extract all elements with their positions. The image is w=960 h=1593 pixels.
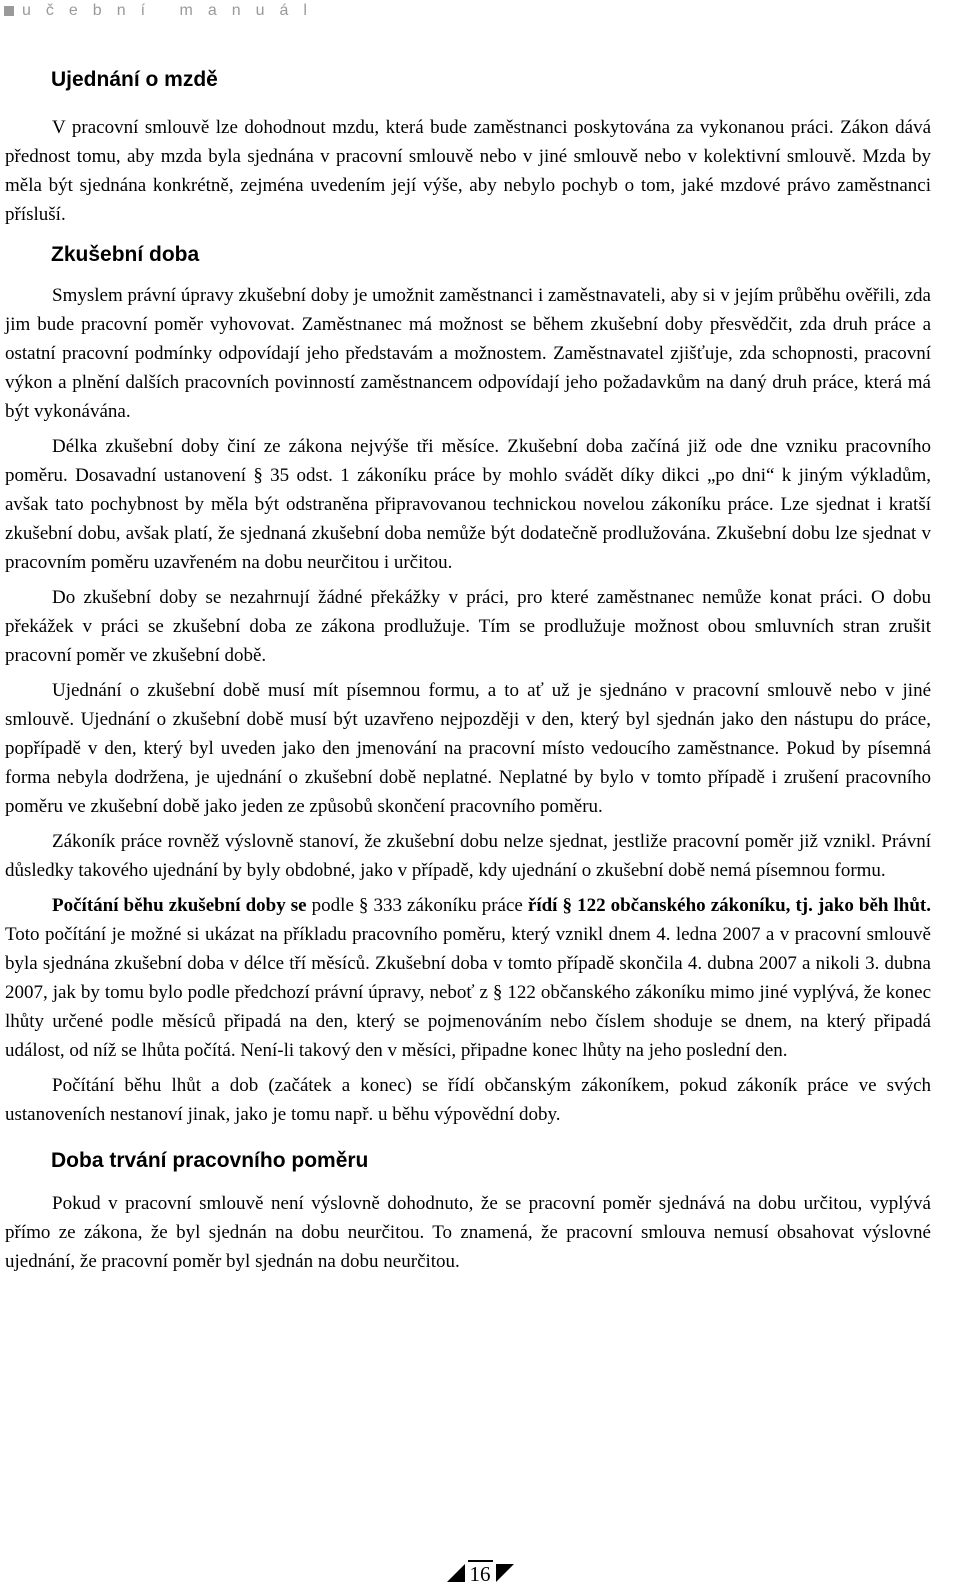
paragraph-probation-1: Smyslem právní úpravy zkušební doby je umožnit zaměstnanci i zaměstnavateli, aby si v jejím průběhu ověřili, zda jim bude pracovní poměr vyhovovat. Zaměstnanec má možnost se během zkušební doby přesvědčit, zda druh práce a ostatní pracovní podmínky odpovídají jeho představám a možnostem. Zaměstnavatel zjišťuje, zda schopnosti, pracovní výkon a plnění dalších pracovních povinností zaměstnancem odpovídají jeho požadavkům na daný druh práce, která má být vykonávána. bbox=[5, 285, 931, 422]
paragraph-probation-closing: Počítání běhu lhůt a dob (začátek a konec) se řídí občanským zákoníkem, pokud zákoník práce ve svých ustanoveních nestanoví jinak, jako je tomu např. u běhu výpovědní doby. bbox=[5, 1075, 931, 1125]
text-span: podle § 333 zákoníku práce bbox=[306, 895, 528, 916]
document-body bbox=[5, 66, 931, 1276]
paragraph-probation-counting bbox=[5, 891, 931, 1065]
text-span: Toto počítání je možné si ukázat na příkladu pracovního poměru, který vznikl dnem 4. ledna 2007 a v pracovní smlouvě byla sjednána zkušební doba v délce tří měsíců. Zkušební doba v tomto případě skončila 4. dubna 2007 a nikoli 3. dubna 2007, jak by tomu bylo podle předchozí právní úpravy, neboť z § 122 občanského zákoníku mimo jiné vyplývá, že konec lhůty určené podle měsíců připadá na den, který se pojmenováním nebo číslem shoduje se dnem, na který připadá událost, od níž se lhůta počítá. Není-li takový den v měsíci, připadne konec lhůty na jeho poslední den. bbox=[5, 924, 931, 1061]
paragraph-wage: V pracovní smlouvě lze dohodnout mzdu, která bude zaměstnanci poskytována za vykonanou práci. Zákon dává přednost tomu, aby mzda byla sjednána v pracovní smlouvě nebo v jiné smlouvě nebo v kolektivní smlouvě. Mzda by měla být sjednána konkrétně, zejména uvedením její výše, aby nebylo pochyb o tom, jaké mzdové právo zaměstnanci přísluší. bbox=[5, 117, 931, 225]
page-header bbox=[0, 0, 322, 22]
page-number: 16 bbox=[469, 1562, 491, 1586]
header-square-icon bbox=[4, 6, 14, 16]
triangle-left-icon bbox=[447, 1564, 465, 1582]
paragraph-probation-4: Ujednání o zkušební době musí mít písemnou formu, a to ať už je sjednáno v pracovní smlouvě nebo v jiné smlouvě. Ujednání o zkušební době musí být uzavřeno nejpozději v den, který byl sjednán jako den nástupu do práce, popřípadě v den, který byl uveden jako den jmenování na pracovní místo vedoucího zaměstnance. Pokud by písemná forma nebyla dodržena, je ujednání o zkušební době neplatné. Neplatné by bylo v tomto případě i zrušení pracovního poměru ve zkušební době jako jeden ze způsobů skončení pracovního poměru. bbox=[5, 680, 931, 817]
page-footer bbox=[0, 1560, 960, 1585]
paragraph-duration: Pokud v pracovní smlouvě není výslovně dohodnuto, že se pracovní poměr sjednává na dobu určitou, vyplývá přímo ze zákona, že byl sjednán na dobu neurčitou. To znamená, že pracovní smlouva nemusí obsahovat výslovné ujednání, že pracovní poměr byl sjednán na dobu neurčitou. bbox=[5, 1193, 931, 1272]
section-heading-duration: Doba trvání pracovního poměru bbox=[51, 1149, 369, 1172]
section-heading-probation: Zkušební doba bbox=[51, 243, 200, 266]
section-heading-wage: Ujednání o mzdě bbox=[51, 68, 218, 91]
bold-text: řídí § 122 občanského zákoníku, tj. jako běh lhůt. bbox=[527, 895, 931, 916]
triangle-right-icon bbox=[496, 1564, 514, 1582]
paragraph-probation-5: Zákoník práce rovněž výslovně stanoví, že zkušební dobu nelze sjednat, jestliže pracovní poměr již vznikl. Právní důsledky takového ujednání by byly obdobné, jako v případě, kdy ujednání o zkušební době nemá písemnou formu. bbox=[5, 831, 931, 881]
bold-text: Počítání běhu zkušební doby se bbox=[52, 895, 307, 916]
paragraph-probation-3: Do zkušební doby se nezahrnují žádné překážky v práci, pro které zaměstnanec nemůže konat práci. O dobu překážek v práci se zkušební doba ze zákona prodlužuje. Tím se prodlužuje možnost obou smluvních stran zrušit pracovní poměr ve zkušební době. bbox=[5, 587, 931, 666]
paragraph-probation-2: Délka zkušební doby činí ze zákona nejvýše tři měsíce. Zkušební doba začíná již ode dne vzniku pracovního poměru. Dosavadní ustanovení § 35 odst. 1 zákoníku práce by mohlo svádět díky dikci „po dni“ k jiným výkladům, avšak tato pochybnost by měla být odstraněna připravovanou technickou novelou zákoníku práce. Lze sjednat i kratší zkušební dobu, avšak platí, že sjednaná zkušební doba nemůže být dodatečně prodlužována. Zkušební dobu lze sjednat v pracovním poměru uzavřeném na dobu neurčitou i určitou. bbox=[5, 436, 931, 573]
header-title: učební manuál bbox=[22, 2, 322, 19]
